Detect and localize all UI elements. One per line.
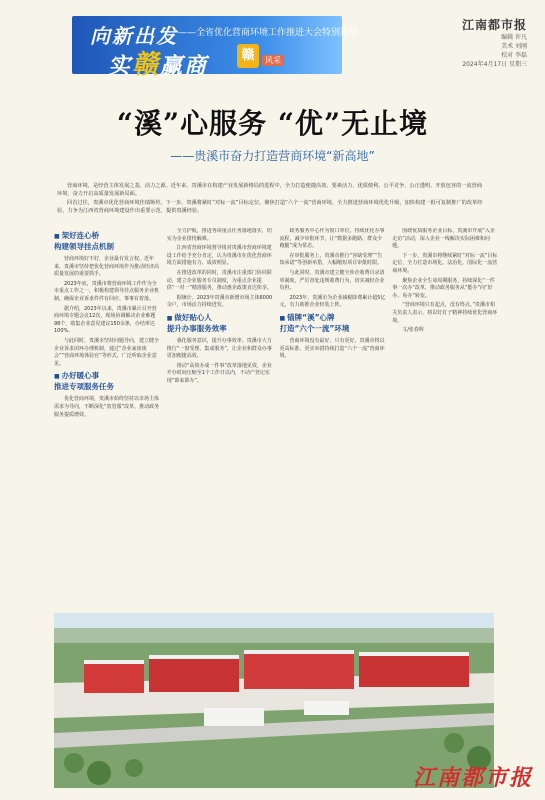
body-paragraph: 营商环境没有最好，只有更好。贵溪市将以更高标准、更实举措持续打造“六个一流”营商环境。 (279, 337, 385, 360)
body-paragraph: 2023年底，贵溪市将营商环境工作作为全市重点工作之一，积极构建领导挂点服务企业机制，确保企业诉求件件有回应、事事有着落。 (54, 280, 160, 302)
section-title: ■ 锚牌“溪”心牌 (280, 313, 387, 324)
body-paragraph: 全力护航，推进各项重点任务落地落实，切实为企业排忧解难。 (166, 228, 272, 242)
masthead-meta-3: 校对 李磊 (501, 52, 527, 59)
section-title: ■ 架好连心桥 (54, 231, 161, 242)
column-1 (54, 228, 161, 603)
body-paragraph: 与此同时，贵溪市建立健全涉企收费目录清单制度，严厉查处违规收费行为，切实减轻企业负担。 (279, 269, 385, 292)
section-subtitle: 构建领导挂点机制 (54, 242, 114, 251)
fengcai-tag: 风采 (262, 55, 284, 66)
body-paragraph: 营商环境好不好，企业最有发言权。近年来，贵溪市坚持把优化营商环境作为推动经济高质量发展的重要抓手。 (54, 256, 160, 278)
masthead-meta-2: 美术 刘刚 (501, 43, 527, 50)
title-part-shi: 实 (108, 54, 133, 79)
article-lead (57, 182, 487, 216)
body-paragraph: 在推进改革的同时，贵溪市注重部门协同联动，建立企业服务专员制度，为重点企业提供“一对一”精准服务，推动惠企政策直达快享。 (166, 269, 272, 292)
body-paragraph: 与此同时，贵溪市坚持问题导向，建立健全企业诉求闭环办理机制，通过“企业家座谈会”“营商环境体验官”等形式，广泛听取企业意见。 (54, 337, 160, 367)
banner-subtitle: ——全省优化营商环境工作推进大会特别策划 (178, 28, 359, 38)
body-paragraph: 2023年，贵溪市为企业减税降费累计超5亿元，有力助推企业轻装上阵。 (279, 294, 386, 309)
banner-title-line1: 向新出发 (90, 24, 178, 48)
section-subtitle: 打造“六个一流”环境 (279, 323, 350, 333)
body-paragraph: 江西省营商环境督导组对贵溪市营商环境建设工作给予充分肯定，认为贵溪市在优化营商环境方面措施有力、成效明显。 (166, 245, 272, 267)
gan-logo-icon: 赣 (237, 44, 259, 68)
special-banner (0, 0, 545, 80)
byline: 文/张春辉 (402, 327, 424, 334)
body-paragraph: 在审批服务上，贵溪市推行“容缺受理”“告知承诺”等创新举措，大幅缩短项目审批时限。 (279, 252, 383, 267)
banner-title-line2 (108, 44, 208, 81)
masthead-logo: 江南都市报 (461, 18, 527, 32)
footer-newspaper-logo: 江南都市报 (412, 765, 533, 791)
masthead-meta-4: 2024年4月17日 星期三 (462, 61, 527, 68)
section-title: ■ 做好贴心人 (167, 313, 274, 324)
body-paragraph: 据介绍，2023年以来，贵溪市累计召开营商环境专题会议12次，现场协调解决企业难题98个，收集企业意见建议150余条，办结率达100%。 (54, 305, 157, 335)
body-paragraph: “营商环境只有起点，没有终点。”贵溪市相关负责人表示，将以钉钉子精神持续优化营商环境。 (392, 302, 498, 324)
body-paragraph: 聚焦企业全生命周期服务，持续深化“一件事一次办”改革，推动政务服务从“能办”向“好办、易办”转变。 (392, 277, 495, 299)
lead-paragraph: 回首过往，贵溪市优化营商环境佳绩频传。下一步，贵溪将紧盯“对标一流”目标定位，聚焦打造“六个一流”营商环境，全力推进营商环境优化升级，加快构建一批可复制推广的改革经验，力争为江西省营商环境建设作出重要示范、提供贵溪经验。 (57, 200, 483, 214)
masthead-meta-1: 编辑 许凡 (501, 34, 527, 41)
column-4 (392, 228, 499, 603)
article-headline: “溪”心服务 “优”无止境 (116, 107, 429, 140)
section-subtitle: 推进专项服务任务 (54, 382, 114, 392)
body-paragraph: 围绕优质服务企业目标，贵溪市开展“入企走访”活动，深入企业一线解决实际困难和问题。 (392, 228, 495, 250)
section-heading (280, 313, 387, 334)
section-heading (54, 231, 161, 252)
body-paragraph: 据统计，2023年贵溪市新增市场主体6000余户，市场活力持续迸发。 (166, 294, 273, 309)
article-subhead: ——贵溪市奋力打造营商环境“新高地” (170, 149, 375, 163)
body-paragraph: 强化服务意识，提升办事效率。贵溪市大力推行“一窗受理、集成服务”，让企业和群众办事更加便捷高效。 (166, 337, 272, 360)
section-heading (54, 371, 161, 392)
section-title: ■ 办好暖心事 (54, 371, 161, 382)
title-part-gan: 赣 (132, 50, 161, 80)
body-paragraph: 优化营商环境，贵溪市始终坚持以市场主体需求为导向，不断深化“放管服”改革，推动政务服务提质增效。 (54, 396, 160, 418)
title-part-yingshang: 赢商 (160, 54, 209, 79)
body-paragraph: 推动“高效办成一件事”改革落地见效，企业开办时间压缩至1个工作日以内，不动产登记实现“即来即办”。 (166, 362, 272, 384)
column-2 (167, 228, 274, 603)
masthead (462, 16, 527, 69)
article-columns (54, 228, 499, 603)
lead-paragraph: 营商环境，是经营主体发展之基、活力之源。近年来，贵溪市在构建产业发展新格局的进程中，全力打造便捷高效、要素活力、优质便利、公平竞争、公正透明、开放包容的一流营商环境，奋力开启高质量发展新局面。 (57, 183, 483, 197)
body-paragraph: 政务服务中心作为窗口单位，持续优化办事流程，减少审批环节，让“数据多跑路、群众少跑腿”成为常态。 (279, 228, 385, 250)
body-paragraph: 下一步，贵溪市将继续紧盯“对标一流”目标定位，全力打造市场化、法治化、国际化一流营商环境。 (392, 252, 498, 274)
section-subtitle: 提升办事服务效率 (166, 323, 227, 333)
section-heading (167, 313, 274, 334)
column-3 (280, 228, 387, 603)
